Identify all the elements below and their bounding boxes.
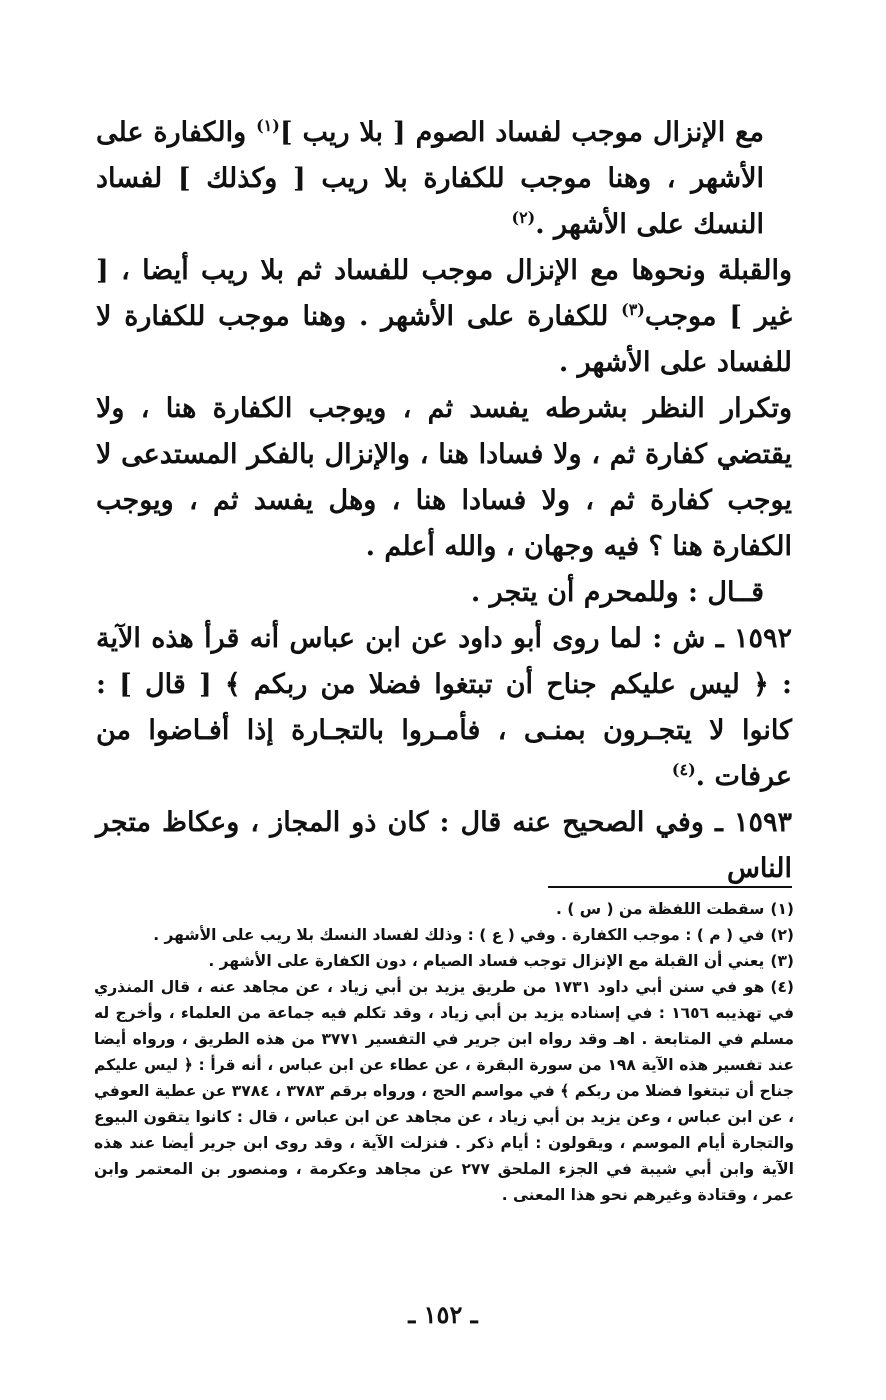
paragraph-1	[96, 110, 792, 248]
footnote-ref: (٣)	[621, 300, 645, 319]
paragraph-6: ١٥٩٣ ـ وفي الصحيح عنه قال : كان ذو المجاز ، وعكاظ متجر الناس	[96, 807, 792, 884]
text-segment: [ قال ] : كانوا لا يتجـرون بمنـى ، فأمـروا بالتجـارة إذا أفـاضوا من عرفات .	[96, 669, 792, 792]
footnote-text: سقطت اللفظة من ( س ) .	[555, 900, 765, 918]
quran-verse: ﴿ ليس عليكم جناح أن تبتغوا فضلا من ربكم ﴾	[224, 669, 769, 700]
footnote-2	[94, 922, 794, 948]
footnote-ref: (١)	[256, 116, 280, 135]
text-segment: ١٥٩٢ ـ ش : لما روى أبو داود عن ابن عباس أنه قرأ هذه الآية :	[96, 623, 793, 700]
footnotes	[94, 896, 794, 1208]
footnote-3	[94, 948, 794, 974]
paragraph-2	[96, 248, 792, 386]
footnote-ref: (٢)	[511, 208, 536, 227]
text-segment: للكفارة على الأشهر . وهنا موجب للكفارة لا للفساد على الأشهر .	[96, 301, 792, 378]
footnote-number: (٤)	[770, 978, 794, 996]
paragraph-4: قــال : وللمحرم أن يتجر .	[470, 577, 764, 608]
text-segment: والقبلة ونحوها مع الإنزال موجب للفساد ثم بلا ريب أيضا ، [ غير ] موجب	[96, 255, 792, 332]
footnote-number: (٣)	[770, 952, 794, 970]
page-number: ـ ١٥٢ ـ	[408, 1300, 478, 1329]
footnote-text: هو في سنن أبي داود ١٧٣١ من طريق يزيد بن أبي زياد ، عن مجاهد عنه ، قال المنذري في تهذيبه ١٦٥٦ : في إسناده يزيد بن أبي زياد ، وقد تكلم فيه جماعة من العلماء ، وأخرج له مسلم في المتابعة . اهـ وقد رواه ابن جرير في التفسير ٣٧٧١ من هذه الطريق ، ورواه أيضا عند تفسير هذه الآية ١٩٨ من سورة البقرة ، عن عطاء عن ابن عباس ، أنه قرأ : ﴿ ليس عليكم جناح أن تبتغوا فضلا من ربكم ﴾ في مواسم الحج ، ورواه برقم ٣٧٨٣ ، ٣٧٨٤ عن عطية العوفي ، عن ابن عباس ، وعن يزيد بن أبي زياد ، عن مجاهد عن ابن عباس ، قال : كانوا يتقون البيوع والتجارة أيام الموسم ، ويقولون : أيام ذكر . فنزلت الآية ، وقد روى ابن جرير أيضا عند هذه الآية وابن أبي شيبة في الجزء الملحق ٢٧٧ عن مجاهد وعكرمة ، ومنصور بن المعتمر وابن عمر ، وقتادة وغيرهم نحو هذا المعنى .	[94, 978, 794, 1204]
footnote-1	[94, 896, 794, 922]
footnote-separator	[548, 886, 792, 888]
text-segment: والكفارة على الأشهر ، وهنا موجب للكفارة بلا ريب [ وكذلك ] لفساد النسك على الأشهر .	[96, 117, 764, 240]
footnote-number: (٢)	[770, 926, 794, 944]
paragraph-3: وتكرار النظر بشرطه يفسد ثم ، ويوجب الكفارة هنا ، ولا يقتضي كفارة ثم ، ولا فسادا هنا ، والإنزال بالفكر المستدعى لا يوجب كفارة ثم ، ولا فسادا هنا ، وهل يفسد ثم ، ويوجب الكفارة هنا ؟ فيه وجهان ، والله أعلم .	[96, 393, 792, 562]
paragraph-5	[96, 616, 792, 800]
text-segment: مع الإنزال موجب لفساد الصوم [ بلا ريب ]	[279, 117, 764, 148]
footnote-text: في ( م ) : موجب الكفارة . وفي ( ع ) : وذلك لفساد النسك بلا ريب على الأشهر .	[153, 926, 765, 944]
footnote-text: يعني أن القبلة مع الإنزال توجب فساد الصيام ، دون الكفارة على الأشهر .	[208, 952, 765, 970]
footnote-ref: (٤)	[671, 760, 696, 779]
main-text	[96, 110, 792, 892]
footnote-4	[94, 974, 794, 1208]
footnote-number: (١)	[770, 900, 794, 918]
